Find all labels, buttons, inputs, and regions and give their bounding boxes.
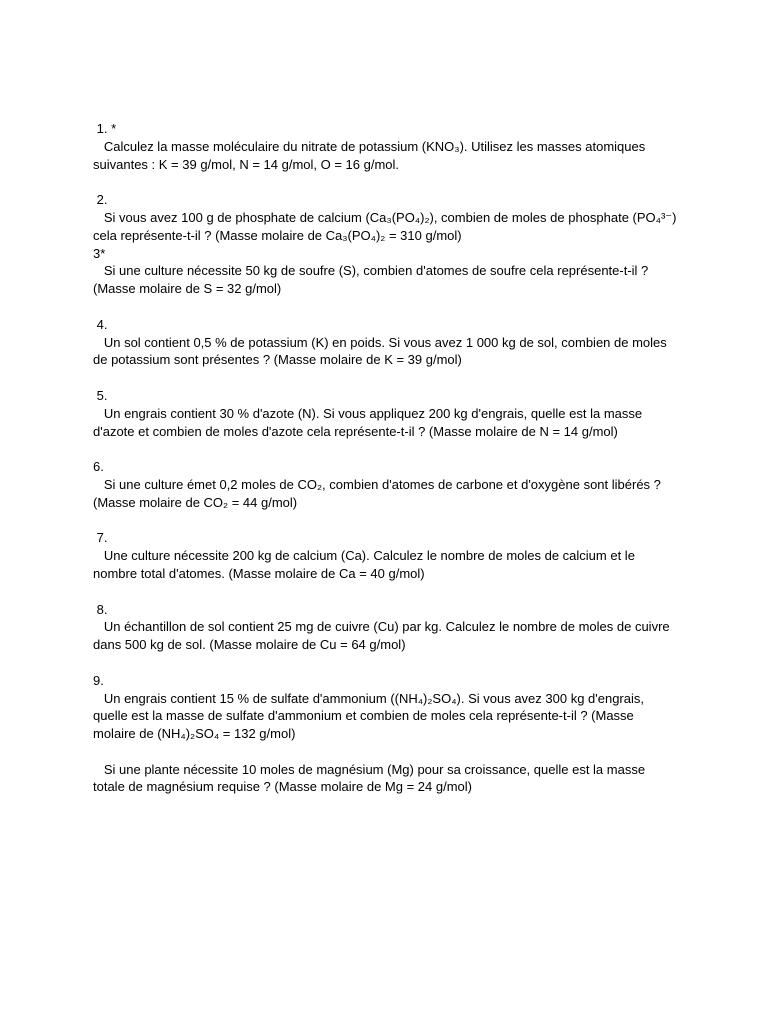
question-number: 4. (93, 316, 108, 332)
question-number: 5. (93, 387, 108, 403)
question-text: Un sol contient 0,5 % de potassium (K) en poids. Si vous avez 1 000 kg de sol, combien de moles de potassium sont présentes ? (Masse molaire de K = 39 g/mol) (93, 334, 671, 368)
question-number: 8. (93, 601, 108, 617)
question-10 (93, 761, 677, 797)
question-number: 6. (93, 459, 104, 475)
question-3 (93, 245, 677, 298)
question-text: Un engrais contient 15 % de sulfate d'ammonium ((NH₄)₂SO₄). Si vous avez 300 kg d'engrais, quelle est la masse de sulfate d'ammonium et combien de moles cela représente-t-il ? (Masse molaire de (NH₄)₂SO₄ = 132 g/mol) (93, 690, 648, 742)
question-text: Un échantillon de sol contient 25 mg de cuivre (Cu) par kg. Calculez le nombre de moles de cuivre dans 500 kg de sol. (Masse molaire de Cu = 64 g/mol) (93, 619, 674, 653)
question-4 (93, 316, 677, 369)
question-text: Un engrais contient 30 % d'azote (N). Si vous appliquez 200 kg d'engrais, quelle est la masse d'azote et combien de moles d'azote cela représente-t-il ? (Masse molaire de N = 14 g/mol) (93, 405, 646, 439)
question-number: 2. (93, 192, 108, 208)
question-2 (93, 191, 681, 244)
question-number: 1. * (93, 121, 117, 136)
question-5 (93, 387, 677, 440)
document-page (93, 120, 681, 796)
question-8 (93, 601, 677, 654)
question-7 (93, 529, 677, 582)
question-text: Si une culture nécessite 50 kg de soufre (S), combien d'atomes de soufre cela représente-t-il ? (Masse molaire de S = 32 g/mol) (93, 263, 652, 297)
question-1 (93, 120, 677, 173)
question-text: Si une plante nécessite 10 moles de magnésium (Mg) pour sa croissance, quelle est la masse totale de magnésium requise ? (Masse molaire de Mg = 24 g/mol) (93, 761, 649, 795)
question-number: 7. (93, 530, 108, 546)
question-text: Une culture nécessite 200 kg de calcium (Ca). Calculez le nombre de moles de calcium et le nombre total d'atomes. (Masse molaire de Ca = 40 g/mol) (93, 548, 639, 581)
question-number: 3* (93, 245, 106, 261)
question-text: Si vous avez 100 g de phosphate de calcium (Ca₃(PO₄)₂), combien de moles de phosphate (PO₄³⁻) cela représente-t-il ? (Masse molaire de Ca₃(PO₄)₂ = 310 g/mol) (93, 209, 681, 243)
question-text: Calculez la masse moléculaire du nitrate de potassium (KNO₃). Utilisez les masses atomiques suivantes : K = 39 g/mol, N = 14 g/mol, O = 16 g/mol. (93, 138, 649, 172)
question-number: 9. (93, 672, 104, 688)
question-9 (93, 672, 677, 743)
question-6 (93, 458, 677, 511)
question-text: Si une culture émet 0,2 moles de CO₂, combien d'atomes de carbone et d'oxygène sont libérés ? (Masse molaire de CO₂ = 44 g/mol) (93, 476, 665, 510)
